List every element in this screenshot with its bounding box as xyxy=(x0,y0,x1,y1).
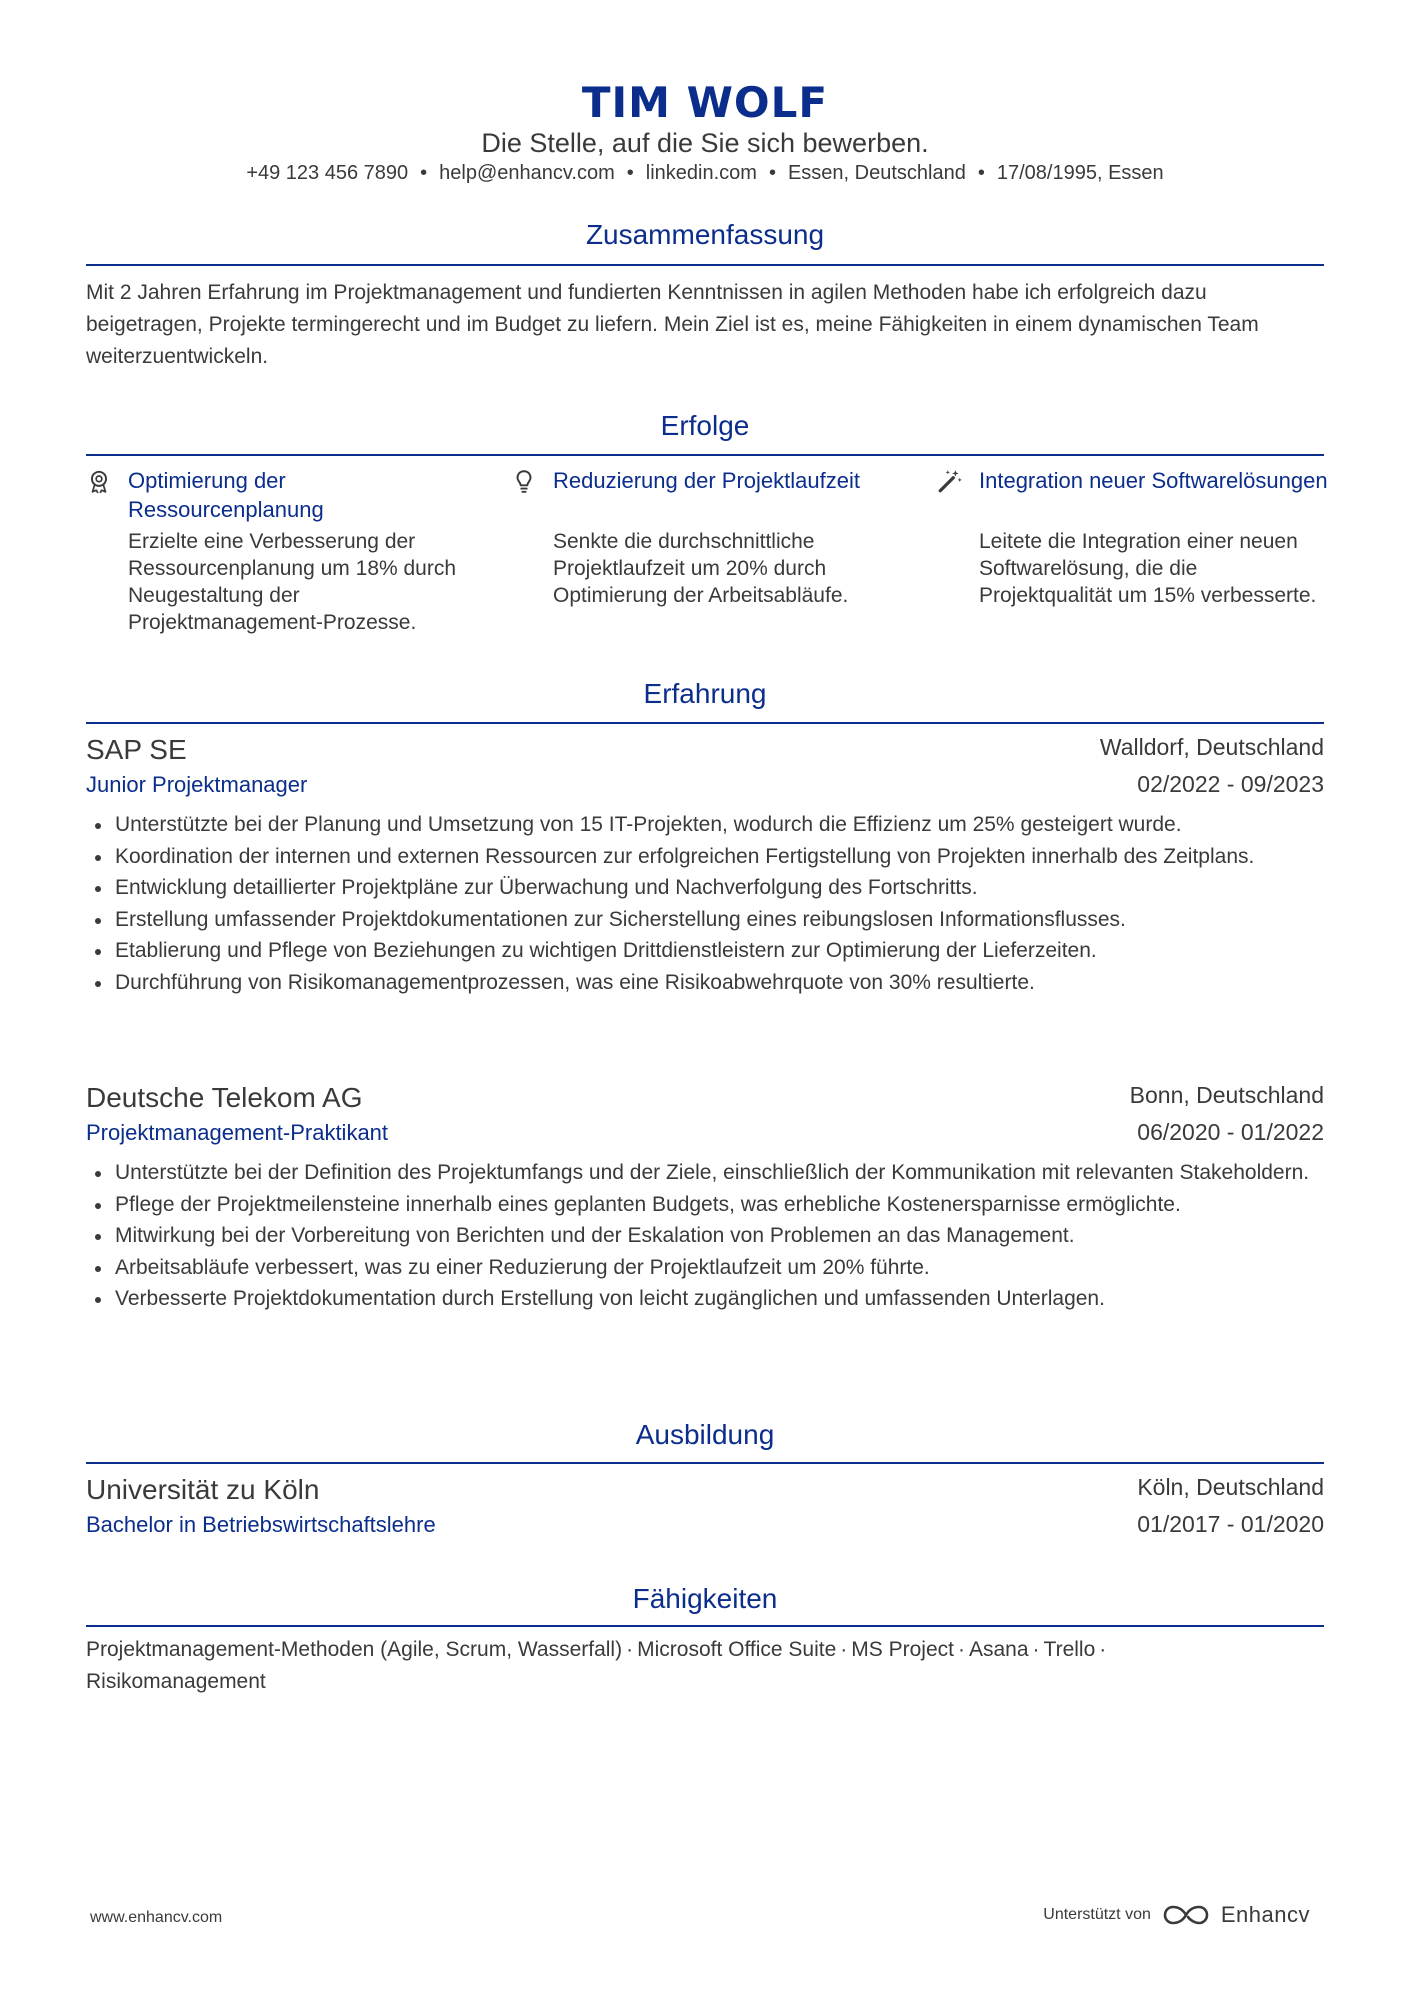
skill-item: Asana xyxy=(969,1638,1029,1661)
list-item: Erstellung umfassender Projektdokumentationen zur Sicherstellung eines reibungslosen Informationsflusses. xyxy=(86,904,1324,936)
summary-text: Mit 2 Jahren Erfahrung im Projektmanagement und fundierten Kenntnissen in agilen Methoden habe ich erfolgreich dazu beigetragen, Projekte termingerecht und im Budget zu liefern. Mein Ziel ist es, meine Fähigkeiten in einem dynamischen Team weiterzuentwickeln. xyxy=(86,281,1259,368)
section-title-experience: Erfahrung xyxy=(643,678,767,709)
separator: • xyxy=(626,162,634,184)
enhancv-logo-icon xyxy=(1163,1903,1209,1927)
section-divider xyxy=(86,722,1324,724)
job-role: Junior Projektmanager xyxy=(86,772,308,797)
job-bullets xyxy=(86,809,1324,998)
candidate-name: TIM WOLF xyxy=(581,78,829,127)
separator: • xyxy=(977,162,985,184)
list-item: Arbeitsabläufe verbessert, was zu einer Reduzierung der Projektlaufzeit um 20% führte. xyxy=(86,1252,1324,1284)
achievement-description: Senkte die durchschnittliche Projektlaufzeit um 20% durch Optimierung der Arbeitsabläufe. xyxy=(553,530,849,607)
section-title-education: Ausbildung xyxy=(635,1419,775,1450)
separator: · xyxy=(958,1638,965,1661)
list-item: Unterstützte bei der Planung und Umsetzung von 15 IT-Projekten, wodurch die Effizienz um 25% gesteigert wurde. xyxy=(86,809,1324,841)
achievement-title: Integration neuer Softwarelösungen xyxy=(979,468,1328,493)
list-item: Koordination der internen und externen Ressourcen zur erfolgreichen Fertigstellung von Projekten innerhalb des Zeitplans. xyxy=(86,841,1324,873)
contact-line xyxy=(86,162,1324,185)
skills-list xyxy=(86,1634,1324,1698)
separator: · xyxy=(840,1638,848,1661)
company-name: Deutsche Telekom AG xyxy=(86,1082,363,1113)
skill-item: Trello xyxy=(1043,1638,1096,1661)
list-item: Entwicklung detaillierter Projektpläne zur Überwachung und Nachverfolgung des Fortschritts. xyxy=(86,872,1324,904)
school-location: Köln, Deutschland xyxy=(1137,1474,1324,1500)
job-location: Walldorf, Deutschland xyxy=(1099,734,1324,760)
award-icon xyxy=(86,468,112,494)
section-title-achievements: Erfolge xyxy=(660,410,750,441)
achievement-title: Reduzierung der Projektlaufzeit xyxy=(553,468,860,493)
section-divider xyxy=(86,264,1324,266)
contact-phone: +49 123 456 7890 xyxy=(246,162,409,184)
job-role: Projektmanagement-Praktikant xyxy=(86,1120,389,1145)
contact-linkedin: linkedin.com xyxy=(645,162,757,184)
achievement-title: Optimierung der Ressourcenplanung xyxy=(128,468,324,522)
brand-name: Enhancv xyxy=(1220,1902,1310,1927)
section-divider xyxy=(86,454,1324,456)
contact-birth: 17/08/1995, Essen xyxy=(996,162,1164,184)
list-item: Pflege der Projektmeilensteine innerhalb eines geplanten Budgets, was erhebliche Kostenersparnisse ermöglichte. xyxy=(86,1189,1324,1221)
school-name: Universität zu Köln xyxy=(86,1474,320,1505)
education-dates: 01/2017 - 01/2020 xyxy=(1137,1511,1324,1537)
list-item: Etablierung und Pflege von Beziehungen zu wichtigen Drittdienstleistern zur Optimierung der Lieferzeiten. xyxy=(86,935,1324,967)
footer-branding xyxy=(1043,1900,1310,1930)
achievement-description: Erzielte eine Verbesserung der Ressourcenplanung um 18% durch Neugestaltung der Projektmanagement-Prozesse. xyxy=(128,530,457,634)
separator: · xyxy=(1099,1638,1107,1661)
list-item: Unterstützte bei der Definition des Projektumfangs und der Ziele, einschließlich der Kommunikation mit relevanten Stakeholdern. xyxy=(86,1157,1324,1189)
job-dates: 02/2022 - 09/2023 xyxy=(1137,771,1324,797)
contact-location: Essen, Deutschland xyxy=(787,162,966,184)
separator: • xyxy=(420,162,428,184)
separator: · xyxy=(626,1638,634,1661)
section-title-skills: Fähigkeiten xyxy=(632,1583,778,1614)
section-divider xyxy=(86,1462,1324,1464)
job-dates: 06/2020 - 01/2022 xyxy=(1137,1119,1324,1145)
separator: • xyxy=(768,162,776,184)
job-bullets xyxy=(86,1157,1324,1315)
degree-name: Bachelor in Betriebswirtschaftslehre xyxy=(86,1512,436,1537)
skill-item: Microsoft Office Suite xyxy=(637,1638,837,1661)
list-item: Durchführung von Risikomanagementprozessen, was eine Risikoabwehrquote von 30% resultierte. xyxy=(86,967,1324,999)
skill-item: MS Project xyxy=(851,1638,954,1661)
company-name: SAP SE xyxy=(86,734,187,765)
lightbulb-icon xyxy=(511,468,537,494)
section-title-summary: Zusammenfassung xyxy=(585,219,825,250)
magic-wand-icon xyxy=(937,468,963,494)
contact-email: help@enhancv.com xyxy=(439,162,615,184)
section-divider xyxy=(86,1625,1324,1627)
powered-by-label: Unterstützt von xyxy=(1043,1906,1151,1923)
separator: · xyxy=(1032,1638,1040,1661)
skill-item: Risikomanagement xyxy=(86,1670,266,1693)
achievement-description: Leitete die Integration einer neuen Softwarelösung, die die Projektqualität um 15% verbesserte. xyxy=(979,530,1317,607)
target-job-title: Die Stelle, auf die Sie sich bewerben. xyxy=(481,128,929,158)
skill-item: Projektmanagement-Methoden (Agile, Scrum, Wasserfall) xyxy=(86,1638,623,1661)
list-item: Mitwirkung bei der Vorbereitung von Berichten und der Eskalation von Problemen an das Management. xyxy=(86,1220,1324,1252)
list-item: Verbesserte Projektdokumentation durch Erstellung von leicht zugänglichen und umfassenden Unterlagen. xyxy=(86,1283,1324,1315)
footer-website[interactable]: www.enhancv.com xyxy=(90,1909,223,1926)
job-location: Bonn, Deutschland xyxy=(1129,1082,1324,1108)
